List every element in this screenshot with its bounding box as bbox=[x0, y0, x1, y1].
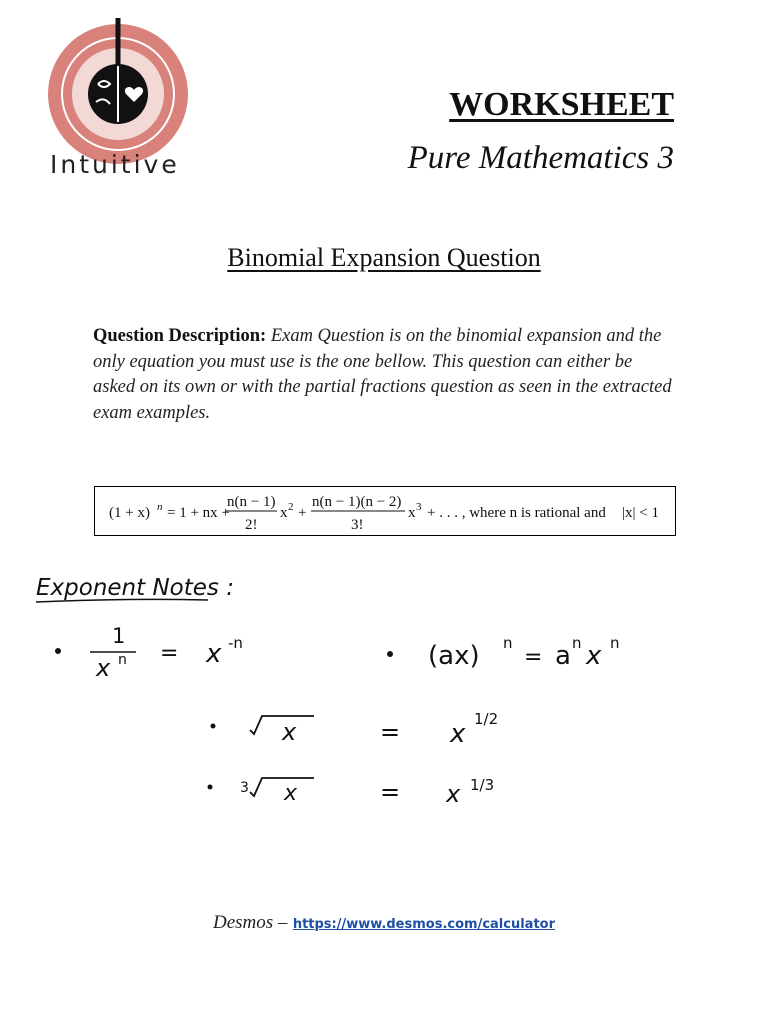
note2-lhs: (ax) bbox=[428, 641, 480, 671]
note4-rhs: x bbox=[446, 780, 461, 808]
section-heading-text: Binomial Expansion Question bbox=[227, 243, 541, 272]
note1-eq: = bbox=[160, 641, 179, 666]
formula-x3: x bbox=[408, 505, 416, 521]
formula-tail: + . . . , where n is rational and bbox=[427, 505, 606, 521]
frac2-num: n(n − 1)(n − 2) bbox=[312, 494, 402, 510]
note4-eq: = bbox=[380, 778, 401, 806]
worksheet-subtitle: Pure Mathematics 3 bbox=[407, 140, 674, 176]
binomial-formula bbox=[95, 487, 677, 537]
note3-rhs-exp: 1/2 bbox=[474, 710, 499, 728]
formula-x3-exp: 3 bbox=[416, 501, 422, 513]
desmos-link[interactable]: https://www.desmos.com/calculator bbox=[292, 917, 555, 932]
bullet-icon bbox=[211, 724, 216, 729]
note2-rhs: a bbox=[555, 641, 571, 671]
note1-rhs-exp: -n bbox=[228, 634, 243, 652]
note2-rhs-exp: n bbox=[572, 634, 582, 652]
bullet-icon bbox=[387, 651, 393, 657]
footer bbox=[0, 912, 768, 934]
note4-radicand: x bbox=[284, 781, 298, 806]
frac2-den: 3! bbox=[351, 517, 364, 533]
cube-root-icon bbox=[250, 778, 314, 796]
note2-lhs-exp: n bbox=[503, 634, 513, 652]
frac1-den: 2! bbox=[245, 517, 258, 533]
exponent-notes bbox=[0, 560, 768, 830]
note4-index: 3 bbox=[240, 780, 249, 796]
formula-lhs: (1 + x) bbox=[109, 505, 150, 521]
formula-plus: + bbox=[298, 505, 307, 521]
formula-box bbox=[94, 486, 676, 536]
logo-text: Intuitive bbox=[50, 150, 180, 179]
note3-radicand: x bbox=[282, 718, 297, 746]
formula-eq: = 1 + nx + bbox=[167, 505, 230, 521]
formula-x2-exp: 2 bbox=[288, 501, 294, 513]
formula-lhs-exp: n bbox=[157, 501, 163, 513]
note2-rhs2-exp: n bbox=[610, 634, 620, 652]
question-description bbox=[93, 324, 673, 426]
section-heading bbox=[0, 243, 768, 273]
notes-title: Exponent Notes : bbox=[36, 575, 234, 601]
note1-den: x bbox=[96, 654, 111, 682]
description-label: Question Description: bbox=[93, 326, 267, 346]
formula-x2: x bbox=[280, 505, 288, 521]
note3-eq: = bbox=[380, 718, 401, 746]
note2-eq: = bbox=[524, 645, 543, 670]
worksheet-title: WORKSHEET bbox=[449, 86, 674, 123]
bullet-icon bbox=[55, 648, 61, 654]
note1-rhs: x bbox=[206, 639, 222, 669]
bullet-icon bbox=[208, 785, 213, 790]
frac1-num: n(n − 1) bbox=[227, 494, 276, 510]
note1-num: 1 bbox=[112, 624, 126, 648]
description-text: Exam Question is on the binomial expansion and the only equation you must use is the one bellow. This question can either be asked on its own or with the partial fractions question as seen in the extracted exam examples. bbox=[93, 326, 672, 423]
note3-rhs: x bbox=[450, 719, 466, 749]
note2-rhs2: x bbox=[586, 641, 602, 671]
footer-label: Desmos – bbox=[212, 912, 288, 933]
note4-rhs-exp: 1/3 bbox=[470, 776, 495, 794]
note1-den-exp: n bbox=[118, 652, 127, 668]
formula-abs: |x| < 1 bbox=[622, 505, 659, 521]
